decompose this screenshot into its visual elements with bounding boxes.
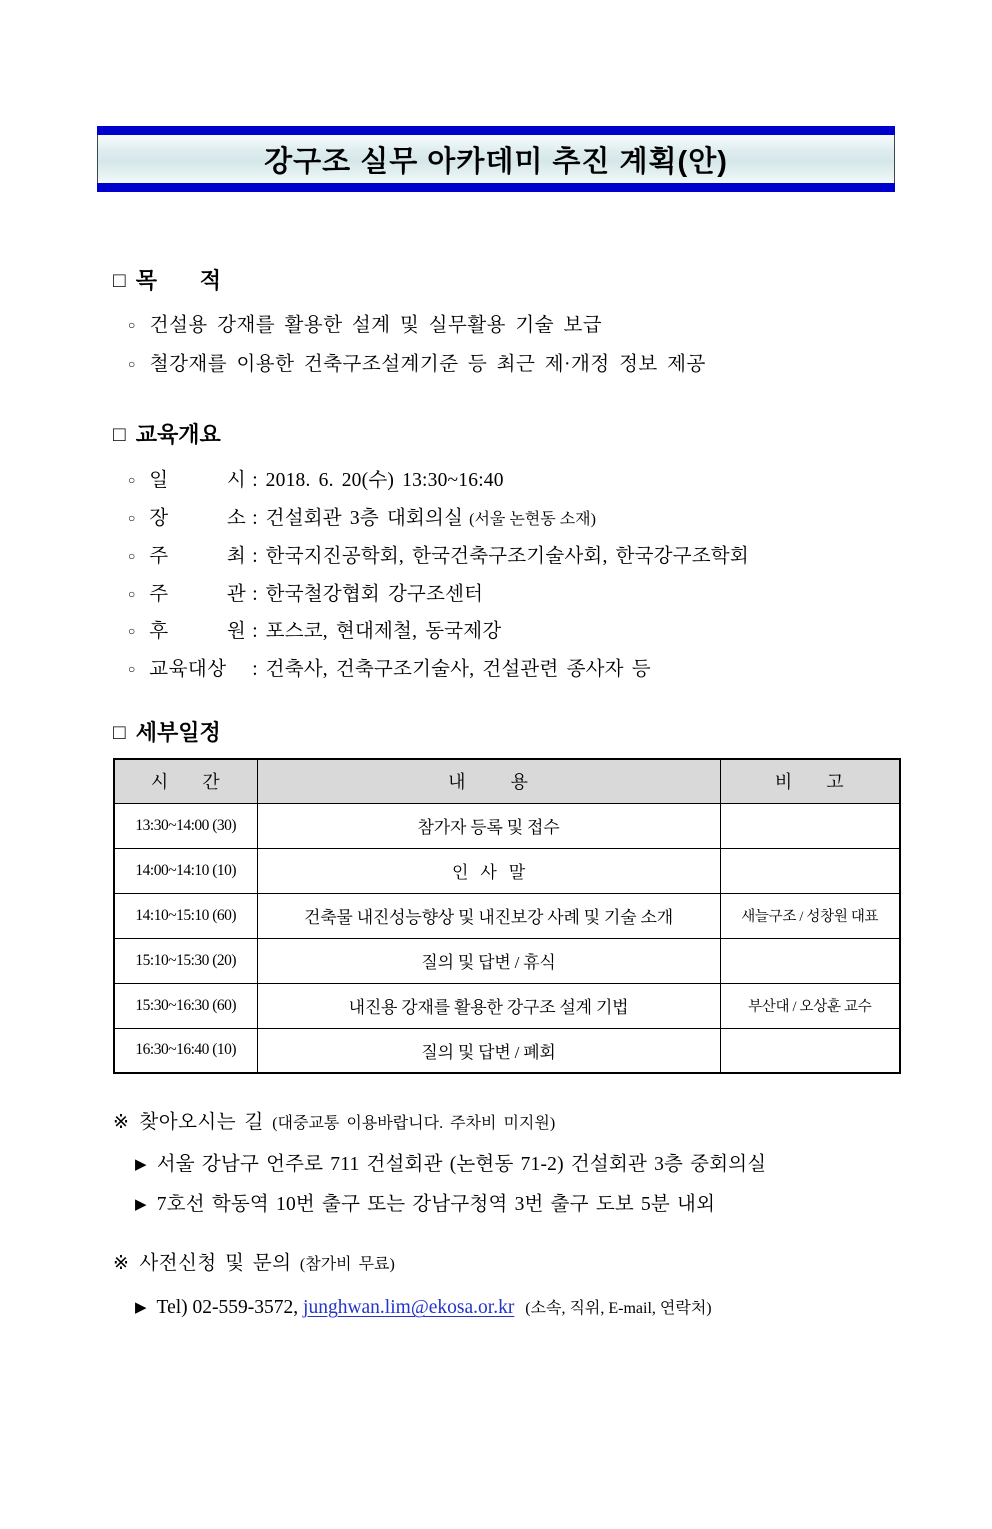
overview-label: 장 소	[149, 507, 247, 529]
document-page	[0, 126, 992, 1529]
overview-value: 건축사, 건축구조기술사, 건설관련 종사자 등	[265, 658, 651, 680]
table-row	[114, 983, 900, 1028]
table-row	[114, 803, 900, 848]
section-schedule	[113, 718, 898, 1074]
schedule-note	[720, 803, 900, 848]
document-content	[113, 266, 898, 1329]
purpose-heading-text: 목 적	[135, 268, 221, 293]
list-item	[113, 538, 898, 576]
circle-bullet-icon: ○	[128, 510, 136, 525]
schedule-content: 질의 및 답변 / 폐회	[257, 1028, 720, 1073]
schedule-content: 인 사 말	[257, 848, 720, 893]
table-row	[114, 848, 900, 893]
schedule-note	[720, 848, 900, 893]
overview-label: 교육대상	[149, 658, 227, 680]
arrow-bullet-icon: ▶	[135, 1197, 147, 1213]
purpose-item-text: 건설용 강재를 활용한 설계 및 실무활용 기술 보급	[149, 315, 603, 336]
schedule-time: 14:10~15:10 (60)	[114, 893, 257, 938]
circle-bullet-icon: ○	[128, 549, 136, 563]
overview-colon: :	[252, 470, 258, 491]
overview-value: 포스코, 현대제철, 동국제강	[265, 621, 502, 642]
contact-required-fields-note: (소속, 직위, E-mail, 연락처)	[525, 1300, 712, 1317]
purpose-heading	[113, 266, 898, 296]
reference-mark-icon: ※	[113, 1112, 130, 1133]
tel-number: Tel) 02-559-3572,	[156, 1297, 299, 1318]
schedule-content: 내진용 강재를 활용한 강구조 설계 기법	[257, 983, 720, 1028]
schedule-content: 건축물 내진성능향상 및 내진보강 사례 및 기술 소개	[257, 893, 720, 938]
overview-label: 일 시	[149, 470, 247, 491]
list-item	[113, 500, 898, 539]
overview-value: 한국지진공학회, 한국건축구조기술사회, 한국강구조학회	[265, 546, 749, 567]
overview-list	[113, 462, 898, 688]
schedule-note: 새늘구조 / 성창원 대표	[720, 893, 900, 938]
purpose-list	[113, 306, 898, 384]
directions-item-text: 7호선 학동역 10번 출구 또는 강남구청역 3번 출구 도보 5분 내외	[156, 1194, 716, 1215]
list-item	[113, 306, 898, 345]
directions-heading-text: 찾아오시는 길	[139, 1112, 264, 1133]
overview-colon: :	[252, 583, 258, 605]
contact-heading-note: (참가비 무료)	[299, 1256, 395, 1273]
schedule-content: 참가자 등록 및 접수	[257, 803, 720, 848]
arrow-bullet-icon: ▶	[135, 1157, 147, 1173]
table-header-row	[114, 759, 900, 803]
table-row	[114, 938, 900, 983]
circle-bullet-icon: ○	[128, 624, 136, 638]
schedule-heading	[113, 718, 898, 748]
square-bullet-icon: □	[113, 721, 126, 744]
circle-bullet-icon: ○	[128, 473, 136, 487]
overview-value: 한국철강협회 강구조센터	[265, 583, 484, 605]
page-title: 강구조 실무 아카데미 추진 계획(안)	[264, 145, 728, 178]
overview-colon: :	[252, 507, 258, 529]
list-item	[113, 613, 898, 651]
section-overview	[113, 420, 898, 688]
schedule-time: 14:00~14:10 (10)	[114, 848, 257, 893]
square-bullet-icon: □	[113, 423, 126, 446]
overview-label: 주 관	[149, 583, 247, 605]
directions-heading	[113, 1108, 898, 1139]
schedule-note	[720, 938, 900, 983]
square-bullet-icon: □	[113, 269, 126, 292]
banner-body	[97, 135, 895, 183]
column-header-time: 시 간	[114, 759, 257, 803]
circle-bullet-icon: ○	[128, 586, 136, 601]
list-item	[113, 1145, 898, 1185]
section-contact	[113, 1249, 898, 1329]
list-item	[113, 651, 898, 689]
contact-heading	[113, 1249, 898, 1280]
circle-bullet-icon: ○	[128, 661, 136, 676]
banner-top-bar	[97, 126, 895, 135]
schedule-time: 15:30~16:30 (60)	[114, 983, 257, 1028]
arrow-bullet-icon: ▶	[135, 1300, 147, 1316]
title-banner	[97, 126, 895, 192]
table-row	[114, 893, 900, 938]
overview-colon: :	[252, 621, 258, 642]
schedule-time: 16:30~16:40 (10)	[114, 1028, 257, 1073]
purpose-item-text: 철강재를 이용한 건축구조설계기준 등 최근 제·개정 정보 제공	[149, 354, 706, 375]
list-item	[113, 345, 898, 384]
schedule-note: 부산대 / 오상훈 교수	[720, 983, 900, 1028]
overview-value: 건설회관 3층 대회의실	[265, 507, 464, 529]
contact-tel-line	[113, 1288, 898, 1329]
schedule-time: 13:30~14:00 (30)	[114, 803, 257, 848]
column-header-note: 비 고	[720, 759, 900, 803]
overview-value: 2018. 6. 20(수) 13:30~16:40	[265, 470, 504, 491]
schedule-table	[113, 758, 901, 1074]
table-row	[114, 1028, 900, 1073]
list-item	[113, 576, 898, 614]
overview-value-note: (서울 논현동 소재)	[469, 510, 596, 528]
reference-mark-icon: ※	[113, 1253, 130, 1274]
section-directions	[113, 1108, 898, 1225]
schedule-time: 15:10~15:30 (20)	[114, 938, 257, 983]
banner-bottom-bar	[97, 183, 895, 192]
column-header-content: 내 용	[257, 759, 720, 803]
overview-heading-text: 교육개요	[135, 422, 221, 447]
schedule-note	[720, 1028, 900, 1073]
list-item	[113, 462, 898, 500]
section-purpose	[113, 266, 898, 384]
overview-label: 주 최	[149, 546, 247, 567]
overview-label: 후 원	[149, 621, 247, 642]
schedule-heading-text: 세부일정	[135, 720, 221, 745]
overview-colon: :	[252, 546, 258, 567]
overview-heading	[113, 420, 898, 450]
directions-item-text: 서울 강남구 언주로 711 건설회관 (논현동 71-2) 건설회관 3층 중회의실	[156, 1154, 767, 1175]
directions-heading-note: (대중교통 이용바랍니다. 주차비 미지원)	[272, 1115, 556, 1132]
email-link[interactable]: junghwan.lim@ekosa.or.kr	[303, 1297, 515, 1318]
list-item	[113, 1185, 898, 1225]
schedule-content: 질의 및 답변 / 휴식	[257, 938, 720, 983]
circle-bullet-icon: ○	[128, 357, 136, 371]
contact-heading-text: 사전신청 및 문의	[139, 1253, 292, 1274]
circle-bullet-icon: ○	[128, 318, 136, 332]
directions-list	[113, 1145, 898, 1225]
overview-colon: :	[252, 658, 258, 680]
